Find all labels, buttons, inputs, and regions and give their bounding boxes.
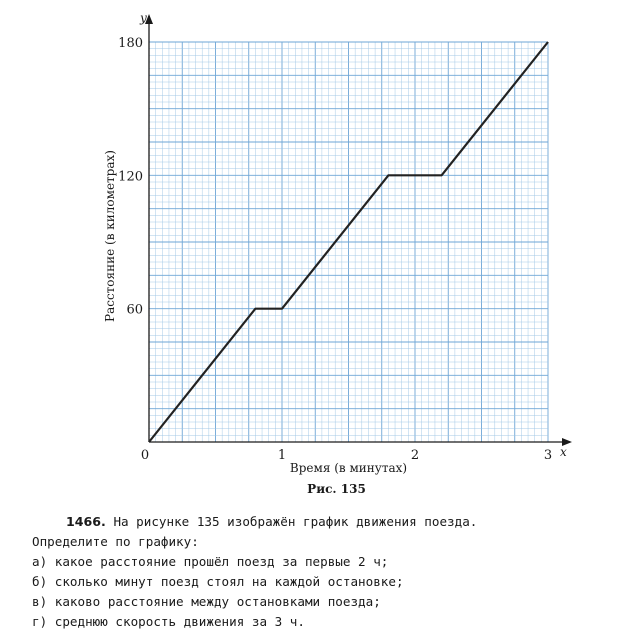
question-a: а) какое расстояние прошёл поезд за первые 2 ч; bbox=[32, 554, 389, 569]
y-axis-title: Расстояние (в километрах) bbox=[103, 150, 117, 322]
x-tick-label: 0 bbox=[140, 448, 150, 463]
problem-statement-line bbox=[66, 512, 626, 532]
question-c: в) каково расстояние между остановками поезда; bbox=[32, 594, 381, 609]
x-tick-label: 2 bbox=[410, 448, 420, 463]
y-tick-label: 60 bbox=[126, 302, 143, 318]
problem-statement: На рисунке 135 изображён график движения поезда. bbox=[113, 514, 478, 529]
problem-lead: Определите по графику: bbox=[32, 534, 199, 549]
problem-number: 1466. bbox=[66, 514, 106, 529]
y-axis-letter: y bbox=[140, 11, 147, 25]
y-tick-label: 120 bbox=[118, 169, 143, 185]
question-d: г) среднюю скорость движения за 3 ч. bbox=[32, 614, 305, 629]
question-b: б) сколько минут поезд стоял на каждой остановке; bbox=[32, 574, 404, 589]
figure-caption: Рис. 135 bbox=[307, 482, 366, 496]
x-axis-title: Время (в минутах) bbox=[289, 461, 408, 475]
x-tick-label: 3 bbox=[543, 448, 553, 463]
x-tick-label: 1 bbox=[277, 448, 287, 463]
chart-grid bbox=[149, 42, 548, 442]
x-axis-letter: x bbox=[560, 445, 567, 459]
y-tick-label: 180 bbox=[118, 36, 143, 51]
problem-text bbox=[32, 512, 626, 632]
